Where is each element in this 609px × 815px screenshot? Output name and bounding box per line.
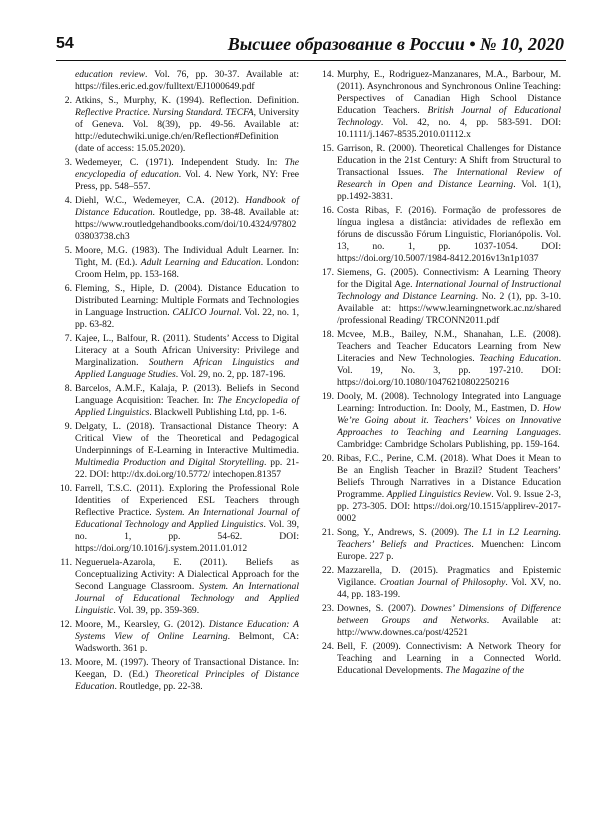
reference-title: Reflective Practice. Nursing Standard. TECFA [75,107,254,118]
reference-item [56,421,299,481]
reference-text [75,383,299,419]
reference-text [337,641,561,677]
reference-title: Multimedia Production and Digital Storytelling [75,457,264,468]
reference-segment: Kajee, L., Balfour, R. (2011). Students’ Access to Digital Literacy at a South African University: Privilege and Marginalization. [75,333,299,368]
reference-text [75,69,299,93]
reference-item [318,603,561,639]
reference-segment: . Vol. 4. New York, NY: Free Press, pp. 548–557. [75,169,299,192]
reference-text [337,205,561,265]
reference-text [75,157,299,193]
reference-item [56,195,299,243]
reference-title: System. An International Journal of Educational Technology and Applied Linguistic [75,581,299,616]
reference-number: 20. [322,453,334,464]
reference-text [337,329,561,389]
reference-number: 10. [60,483,72,494]
reference-item [56,619,299,655]
reference-number: 15. [322,143,334,154]
reference-item [318,69,561,141]
reference-segment: Mazzarella, D. (2015). Pragmatics and Epistemic Vigilance. [337,565,561,588]
reference-segment: . Vol. 29, no. 2, pp. 187-196. [175,369,286,380]
reference-number: 23. [322,603,334,614]
reference-segment: . No. 2 (1), pp. 3-10. Available at: https://www.learningnetwork.ac.nz/shared /professional Reading/ TRCONN2011.pdf [337,291,561,326]
reference-title: Downes’ Dimensions of Difference between Groups and Networks [337,603,562,626]
reference-segment: Atkins, S., Murphy, K. (1994). Reflection. Definition. [75,95,299,106]
reference-segment: Fleming, S., Hiple, D. (2004). Distance Education to Distributed Learning: Multiple Formats and Technologies in Language Instruction. [75,283,299,318]
reference-segment: Downes, S. (2007). [337,603,421,614]
reference-segment: . Cambridge: Cambridge Scholars Publishing, pp. 159-164. [337,427,561,450]
reference-item [56,245,299,281]
reference-segment: . Vol. 9. Issue 2-3, pp. 273-305. DOI: https://doi.org/10.1515/applirev-2017-0002 [337,489,561,524]
reference-segment: . pp. 21-22. DOI: http://dx.doi.org/10.5772/ intechopen.81357 [75,457,299,480]
reference-segment: Farrell, T.S.C. (2011). Exploring the Professional Role Identities of Experienced ESL Teachers through Reflective Practice. [75,483,299,518]
reference-title: Croatian Journal of Philosophy [379,577,506,588]
reference-item [318,641,561,677]
reference-number: 21. [322,527,334,538]
references-column-left [56,69,299,695]
reference-segment: Costa Ribas, F. (2016). Formação de professores de língua inglesa a distância: atividades de reflexão em fóruns de discussão Fórum Linguistic, Florianópolis. Vol. 13, no. 1, pp. 1037-1054. DOI: https://doi.org/10.5007/1984-8412.2016v13n1p1037 [337,205,561,264]
reference-number: 18. [322,329,334,340]
reference-text [337,565,561,601]
reference-segment: Dooly, M. (2008). Technology Integrated into Language Learning: Introduction. In: Dooly, M., Eastmen, D. [337,391,561,414]
reference-segment: Moore, M. (1997). Theory of Transactional Distance. In: Keegan, D. (Ed.) [75,657,299,680]
reference-segment: Garrison, R. (2000). Theoretical Challenges for Distance Education in the 21st Century: A Shift from Structural to Transactional Issues. [337,143,561,178]
reference-item [318,267,561,327]
reference-segment: . Vol. 39, no. 1, pp. 54-62. DOI: https://doi.org/10.1016/j.system.2011.01.012 [75,519,299,554]
reference-text [337,453,561,525]
reference-segment: . Vol. 22, no. 1, pp. 63-82. [75,307,299,330]
reference-segment: . Vol. XV, no. 44, pp. 183-199. [337,577,561,600]
reference-item [318,565,561,601]
page-number: 54 [56,35,74,52]
reference-segment: . Belmont, CA: Wadsworth. 361 p. [75,631,299,654]
reference-item [56,483,299,555]
reference-text [75,245,299,281]
reference-text [75,95,299,155]
reference-title: Adult Learning and Education [140,257,261,268]
reference-number: 8. [64,383,72,394]
reference-title: Handbook of Distance Education [75,195,299,218]
journal-title: Высшее образование в России • № 10, 2020 [227,34,564,54]
reference-item [56,69,299,93]
reference-segment: Negueruela-Azarola, E. (2011). Beliefs as Conceptualizing Activity: A Dialectical Approach for the Second Language Classroom. [75,557,299,592]
reference-segment: Delgaty, L. (2018). Transactional Distance Theory: A Critical View of the Theoretical and Pedagogical Underpinnings of E-Learning in Interactive Multimedia. [75,421,299,456]
reference-number: 2. [64,95,72,106]
reference-text [75,195,299,243]
reference-item [56,283,299,331]
reference-item [318,453,561,525]
reference-text [337,69,561,141]
reference-segment: Siemens, G. (2005). Connectivism: A Learning Theory for the Digital Age. [337,267,561,290]
reference-number: 13. [60,657,72,668]
reference-segment: . London: Croom Helm, pp. 153-168. [75,257,299,280]
reference-item [318,329,561,389]
reference-title: Distance Education: A Systems View of Online Learning [75,619,300,642]
reference-title: Theoretical Principles of Distance Education [75,669,299,692]
reference-title: The International Review of Research in Open and Distance Learning [337,167,561,190]
reference-segment: Mcvee, M.B., Bailey, N.M., Shanahan, L.E. (2008). Teachers and Teacher Educators Learning from New Literacies and New Technologies. [337,329,561,364]
reference-text [75,619,299,655]
reference-segment: . Vol. 42, no. 4, pp. 583-591. DOI: 10.1111/j.1467-8535.2010.01112.x [337,117,561,140]
reference-number: 3. [64,157,72,168]
reference-text [75,557,299,617]
reference-text [337,391,561,451]
reference-title: How We’re Going about it. Teachers’ Voices on Innovative Approaches to Teaching and Learning Languages [337,403,561,438]
reference-segment: . Routledge, pp. 38-48. Available at: https://www.routledgehandbooks.com/doi/10.4324/9780203803738.ch3 [75,207,300,242]
reference-number: 16. [322,205,334,216]
reference-number: 22. [322,565,334,576]
reference-text [337,603,561,639]
reference-segment: Ribas, F.C., Perine, C.M. (2018). What Does it Mean to Be an English Teacher in Brazil? Student Teachers’ Beliefs Through Narratives in a Distance Education Programme. [337,453,561,500]
page-header [56,34,566,61]
reference-segment: . Routledge, pp. 22-38. [114,681,203,692]
reference-segment: . Available at: http://www.downes.ca/post/42521 [337,615,561,638]
reference-title: CALICO Journal [172,307,240,318]
reference-number: 11. [60,557,72,568]
reference-item [56,383,299,419]
reference-number: 6. [64,283,72,294]
reference-title: The L1 in L2 Learning. Teachers’ Beliefs and Practices [337,527,561,550]
reference-segment: . Vol. 1(1), pp.1492-3831. [337,179,561,202]
reference-item [318,527,561,563]
reference-segment: Moore, M.G. (1983). The Individual Adult Learner. In: Tight, M. (Ed.). [75,245,299,268]
reference-title: The encyclopedia of education [75,157,299,180]
reference-number: 7. [64,333,72,344]
reference-number: 14. [322,69,334,80]
reference-title: British Journal of Educational Technology [337,105,561,128]
reference-item [318,143,561,203]
reference-title: The Magazine of the [445,665,525,676]
reference-segment: . Vol. 76, pp. 30-37. Available at: https://files.eric.ed.gov/fulltext/EJ1000649.pdf [75,69,299,92]
reference-text [75,333,299,381]
references-column-right [318,69,561,679]
reference-item [56,557,299,617]
reference-item [56,333,299,381]
reference-segment: Murphy, E., Rodriguez-Manzanares, M.A., Barbour, M. (2011). Asynchronous and Synchronous Online Teaching: Perspectives of Canadian High School Distance Education Teachers. [337,69,561,116]
reference-number: 17. [322,267,334,278]
reference-segment: . Muenchen: Lincom Europe. 227 p. [337,539,561,562]
reference-segment: , University of Geneva. Vol. 8(39), pp. 49-56. Available at: http://edutechwiki.unige.ch/en/Reflection#Definition (date of access: 15.05.2020). [75,107,299,154]
reference-item [56,657,299,693]
reference-title: Applied Linguistics Review [386,489,492,500]
reference-number: 4. [64,195,72,206]
reference-text [337,143,561,203]
reference-title: System. An International Journal of Educational Technology and Applied Linguistics [75,507,299,530]
reference-segment: . Blackwell Publishing Ltd, pp. 1-6. [149,407,287,418]
reference-segment: Moore, M., Kearsley, G. (2012). [75,619,209,630]
reference-segment: Wedemeyer, C. (1971). Independent Study. In: [75,157,285,168]
reference-number: 19. [322,391,334,402]
reference-segment: . Vol. 39, pp. 359-369. [113,605,200,616]
reference-segment: Barcelos, A.M.F., Kalaja, P. (2013). Beliefs in Second Language Acquisition: Teacher. In: [75,383,299,406]
reference-number: 24. [322,641,334,652]
reference-text [75,283,299,331]
reference-title: International Journal of Instructional Technology and Distance Learning [337,279,561,302]
reference-item [318,391,561,451]
reference-title: Teaching Education [479,353,559,364]
reference-number: 5. [64,245,72,256]
reference-item [318,205,561,265]
reference-segment: Song, Y., Andrews, S. (2009). [337,527,464,538]
reference-text [337,267,561,327]
reference-title: Southern African Linguistics and Applied Language Studies [75,357,299,380]
reference-item [56,95,299,155]
reference-segment: Bell, F. (2009). Connectivism: A Network Theory for Teaching and Learning in a Connected World. Educational Developments. [337,641,561,676]
reference-text [337,527,561,563]
reference-item [56,157,299,193]
reference-text [75,657,299,693]
reference-title: education review [75,69,146,80]
reference-text [75,421,299,481]
reference-number: 9. [64,421,72,432]
reference-segment: . Vol. 19, No. 3, pp. 197-210. DOI: https://doi.org/10.1080/10476210802250216 [337,353,561,388]
reference-title: The Encyclopedia of Applied Linguistics [75,395,299,418]
reference-number: 12. [60,619,72,630]
reference-text [75,483,299,555]
reference-segment: Diehl, W.C., Wedemeyer, C.A. (2012). [75,195,246,206]
